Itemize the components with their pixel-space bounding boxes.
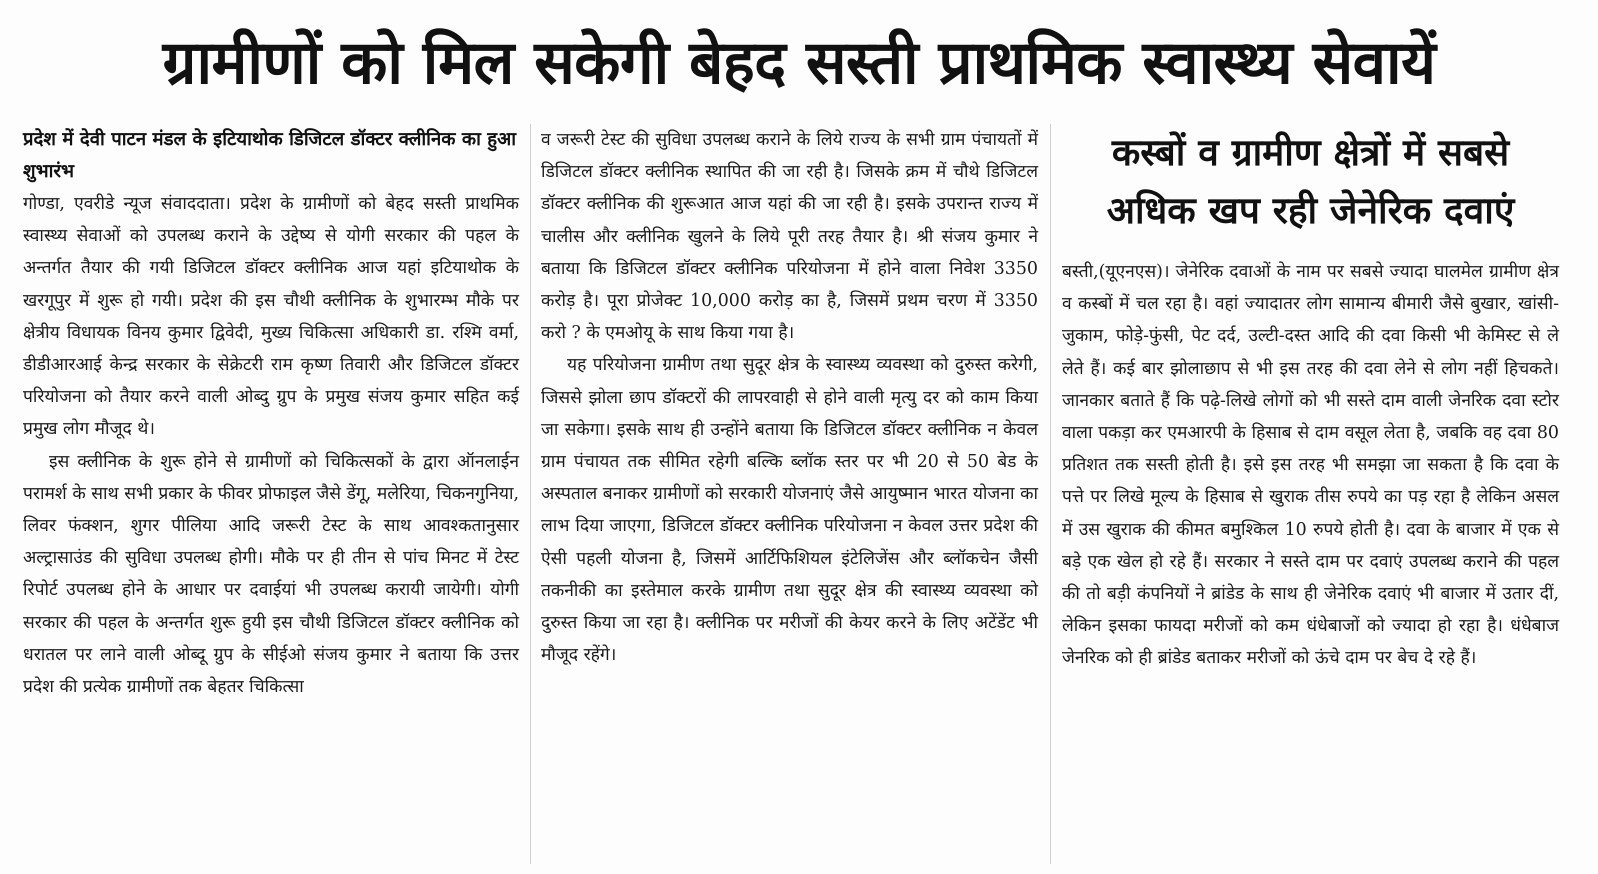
main-article-paragraph-3: व जरूरी टेस्ट की सुविधा उपलब्ध कराने के लिये राज्य के सभी ग्राम पंचायतों में डिजिटल डॉक्टर क्लीनिक स्थापित की जा रही है। जिसके क्रम में चौथे डिजिटल डॉक्टर क्लीनिक की शुरूआत आज यहां की जा रही है। इसके उपरान्त राज्य में चालीस और क्लीनिक खुलने के लिये पूरी तरह तैयार है। श्री संजय कुमार ने बताया कि डिजिटल डॉक्टर क्लीनिक परियोजना में होने वाला निवेश 3350 करोड़ है। पूरा प्रोजेक्ट 10,000 करोड़ का है, जिसमें प्रथम चरण में 3350 करो ? के एमओयू के साथ किया गया है। bbox=[541, 130, 1038, 344]
main-article-paragraph-1: गोण्डा, एवरीडे न्यूज संवाददाता। प्रदेश के ग्रामीणों को बेहद सस्ती प्राथमिक स्वास्थ्य सेवाओं को उपलब्ध कराने के उद्देष्य से योगी सरकार की पहल के अन्तर्गत तैयार की गयी डिजिटल डॉक्टर क्लीनिक आज यहां इटियाथोक के खरगूपुर में शुरू हो गयी। प्रदेश की इस चौथी क्लीनिक के शुभारम्भ मौके पर क्षेत्रीय विधायक विनय कुमार द्विवेदी, मुख्य चिकित्सा अधिकारी डा. रश्मि वर्मा, डीडीआरआई केन्द्र सरकार के सेक्रेटरी राम कृष्ण तिवारी और डिजिटल डॉक्टर परियोजना को तैयार करने वाली ओब्दु ग्रुप के प्रमुख संजय कुमार सहित कई प्रमुख लोग मौजूद थे। bbox=[23, 194, 519, 440]
side-article-heading: कस्बों व ग्रामीण क्षेत्रों में सबसे अधिक खप रही जेनेरिक दवाएं bbox=[1106, 131, 1515, 232]
side-article bbox=[1062, 124, 1559, 675]
main-article-paragraph-4: यह परियोजना ग्रामीण तथा सुदूर क्षेत्र के स्वास्थ्य व्यवस्था को दुरुस्त करेगी, जिससे झोला छाप डॉक्टरों की लापरवाही से होने वाली मृत्यु दर को काम किया जा सकेगा। इसके साथ ही उन्होंने बताया कि डिजिटल डॉक्टर क्लीनिक न केवल ग्राम पंचायत तक सीमित रहेगी बल्कि ब्लॉक स्तर पर भी 20 से 50 बेड के अस्पताल बनाकर ग्रामीणों को सरकारी योजनाएं जैसे आयुष्मान भारत योजना का लाभ दिया जाएगा, डिजिटल डॉक्टर क्लीनिक परियोजना न केवल उत्तर प्रदेश की ऐसी पहली योजना है, जिसमें आर्टिफिशियल इंटेलिजेंस और ब्लॉकचेन जैसी तकनीकी का इस्तेमाल करके ग्रामीण तथा सुदूर क्षेत्र की स्वास्थ्य व्यवस्था को दुरुस्त किया जा रहा है। क्लीनिक पर मरीजों की केयर करने के लिए अटेंडेंट भी मौजूद रहेंगे। bbox=[541, 355, 1038, 666]
main-article-column-2 bbox=[541, 124, 1038, 671]
column-divider-right bbox=[1050, 124, 1051, 864]
main-article-subheading: प्रदेश में देवी पाटन मंडल के इटियाथोक डिजिटल डॉक्टर क्लीनिक का हुआ शुभारंभ bbox=[23, 129, 517, 182]
main-article-column-1 bbox=[23, 124, 519, 703]
side-article-paragraph: बस्ती,(यूएनएस)। जेनेरिक दवाओं के नाम पर सबसे ज्यादा घालमेल ग्रामीण क्षेत्र व कस्बों में चल रहा है। वहां ज्यादातर लोग सामान्य बीमारी जैसे बुखार, खांसी-जुकाम, फोड़े-फुंसी, पेट दर्द, उल्टी-दस्त आदि की दवा किसी भी केमिस्ट से ले लेते हैं। कई बार झोलाछाप से भी इस तरह की दवा लेने से लोग नहीं हिचकते। जानकार बताते हैं कि पढ़े-लिखे लोगों को भी सस्ते दाम वाली जेनरिक दवा स्टोर वाला पकड़ा कर एमआरपी के हिसाब से दाम वसूल लेता है, जबकि वह दवा 80 प्रतिशत तक सस्ती होती है। इसे इस तरह भी समझा जा सकता है कि दवा के पत्ते पर लिखे मूल्य के हिसाब से खुराक तीस रुपये का पड़ रहा है लेकिन असल में उस खुराक की कीमत बमुश्किल 10 रुपये होती है। दवा के बाजार में एक से बड़े एक खेल हो रहे हैं। सरकार ने सस्ते दाम पर दवाएं उपलब्ध कराने की पहल की तो बड़ी कंपनियों ने ब्रांडेड के साथ ही जेनेरिक दवाएं भी बाजार में उतार दीं, लेकिन इसका फायदा मरीजों को कम धंधेबाजों को ज्यादा हो रहा है। धंधेबाज जेनरिक को ही ब्रांडेड बताकर मरीजों को ऊंचे दाम पर बेच दे रहे हैं। bbox=[1062, 262, 1559, 669]
main-article-paragraph-2: इस क्लीनिक के शुरू होने से ग्रामीणों को चिकित्सकों के द्वारा ऑनलाईन परामर्श के साथ सभी प्रकार के फीवर प्रोफाइल जैसे डेंगू, मलेरिया, चिकनगुनिया, लिवर फंक्शन, शुगर पीलिया आदि जरूरी टेस्ट के साथ आवश्कतानुसार अल्ट्रासाउंड की सुविधा उपलब्ध होगी। मौके पर ही तीन से पांच मिनट में टेस्ट रिपोर्ट उपलब्ध होने के आधार पर दवाईयां भी उपलब्ध करायी जायेगी। योगी सरकार की पहल के अन्तर्गत शुरू हुयी इस चौथी डिजिटल डॉक्टर क्लीनिक को धरातल पर लाने वाली ओब्दू ग्रुप के सीईओ संजय कुमार ने बताया कि उत्तर प्रदेश की प्रत्येक ग्रामीणों तक बेहतर चिकित्सा bbox=[23, 451, 519, 698]
column-divider-left bbox=[530, 124, 531, 864]
page-headline: ग्रामीणों को मिल सकेगी बेहद सस्ती प्राथमिक स्वास्थ्य सेवायें bbox=[162, 28, 1436, 98]
